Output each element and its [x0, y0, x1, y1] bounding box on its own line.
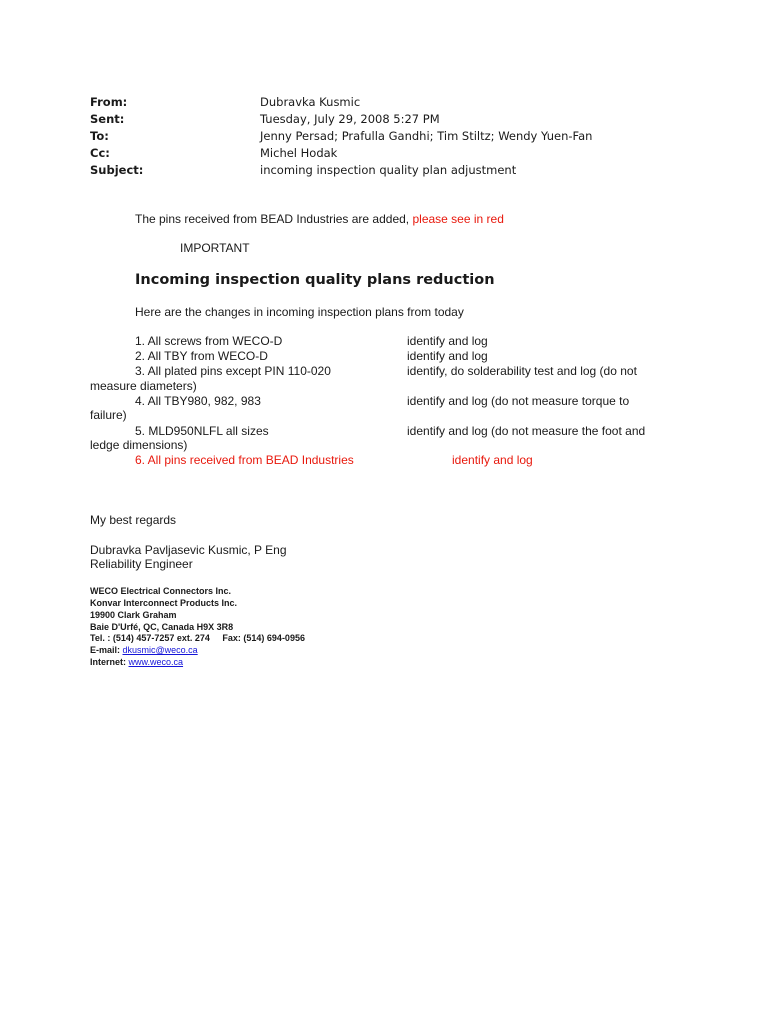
from-label: From:: [90, 95, 128, 109]
sent-value: Tuesday, July 29, 2008 5:27 PM: [260, 112, 440, 126]
cc-value: Michel Hodak: [260, 146, 338, 160]
from-value: Dubravka Kusmic: [260, 95, 361, 109]
closing-regards: My best regards: [90, 513, 177, 527]
signature-company-1: WECO Electrical Connectors Inc.: [90, 586, 232, 596]
signature-internet-line: [90, 657, 183, 669]
intro-text: [135, 212, 504, 227]
signature-company-2: Konvar Interconnect Products Inc.: [90, 598, 238, 608]
subject-value: incoming inspection quality plan adjustment: [260, 163, 517, 177]
email-link[interactable]: dkusmic@weco.ca: [122, 645, 198, 655]
list-item-action: identify and log: [452, 453, 533, 467]
cc-label: Cc:: [90, 146, 110, 160]
list-item-wrap: measure diameters): [90, 379, 197, 393]
sender-title: Reliability Engineer: [90, 557, 193, 571]
list-item-text: 3. All plated pins except PIN 110-020: [135, 364, 331, 378]
list-item-action: identify and log: [407, 349, 488, 363]
list-item-action: identify, do solderability test and log (do not: [407, 364, 637, 378]
email-label: E-mail:: [90, 645, 123, 655]
intro-sentence: The pins received from BEAD Industries are added,: [135, 212, 413, 226]
sent-label: Sent:: [90, 112, 125, 126]
list-item-text: 5. MLD950NLFL all sizes: [135, 424, 269, 438]
important-label: IMPORTANT: [180, 241, 250, 255]
list-item-text: 1. All screws from WECO-D: [135, 334, 283, 348]
to-label: To:: [90, 129, 109, 143]
intro-red-note: please see in red: [412, 212, 504, 226]
signature-phone: Tel. : (514) 457-7257 ext. 274 Fax: (514) 694-0956: [90, 633, 305, 643]
changes-intro: Here are the changes in incoming inspection plans from today: [135, 305, 464, 319]
signature-street: 19900 Clark Graham: [90, 610, 177, 620]
signature-email-line: [90, 645, 198, 657]
list-item-action: identify and log (do not measure the foot and: [407, 424, 646, 438]
list-item-action: identify and log: [407, 334, 488, 348]
to-value: Jenny Persad; Prafulla Gandhi; Tim Stiltz; Wendy Yuen-Fan: [260, 129, 593, 143]
list-item-wrap: ledge dimensions): [90, 438, 188, 452]
list-item-text: 6. All pins received from BEAD Industries: [135, 453, 354, 467]
subject-label: Subject:: [90, 163, 144, 177]
website-link[interactable]: www.weco.ca: [128, 657, 184, 667]
internet-label: Internet:: [90, 657, 129, 667]
signature-city: Baie D'Urfé, QC, Canada H9X 3R8: [90, 622, 234, 632]
list-item-wrap: failure): [90, 408, 127, 422]
section-heading: Incoming inspection quality plans reduction: [135, 272, 495, 288]
list-item-text: 2. All TBY from WECO-D: [135, 349, 268, 363]
sender-name: Dubravka Pavljasevic Kusmic, P Eng: [90, 543, 287, 557]
list-item-text: 4. All TBY980, 982, 983: [135, 394, 261, 408]
list-item-action: identify and log (do not measure torque to: [407, 394, 630, 408]
